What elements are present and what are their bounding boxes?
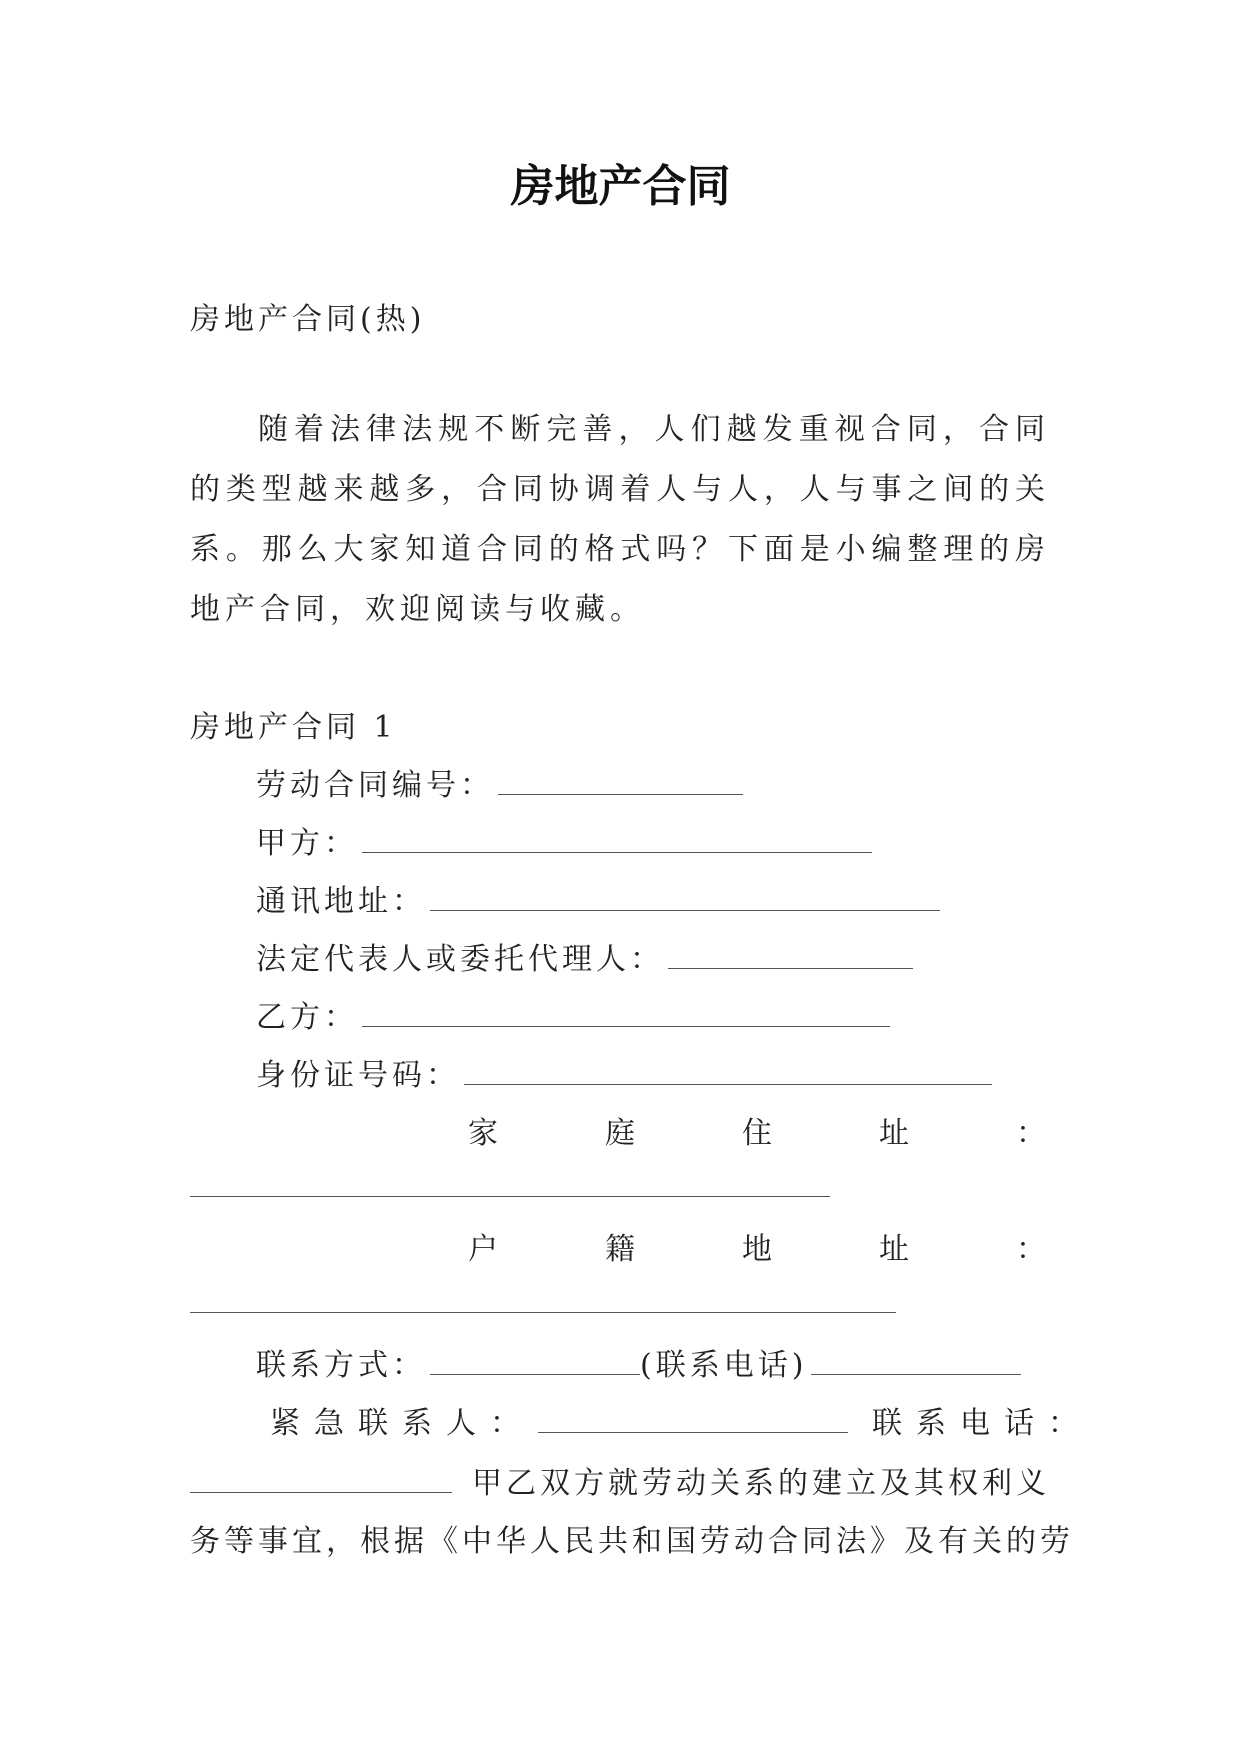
legal-rep-blank[interactable]	[668, 938, 913, 969]
closing-line-1	[190, 1462, 1050, 1506]
closing-line-2	[190, 1520, 1074, 1564]
id-number-blank[interactable]	[464, 1054, 992, 1085]
contact-phone-paren: (联系电话)	[640, 1348, 808, 1383]
id-number-row	[256, 1054, 992, 1098]
party-a-label: 甲方：	[256, 826, 358, 861]
home-address-label	[468, 1112, 1046, 1156]
contact-label: 联系方式：	[256, 1348, 426, 1383]
address-row	[256, 880, 940, 924]
contact-blank[interactable]	[430, 1344, 640, 1375]
party-b-blank[interactable]	[362, 996, 890, 1027]
household-address-label	[468, 1228, 1046, 1272]
legal-rep-row	[256, 938, 913, 982]
household-address-char: ：	[1016, 1232, 1046, 1267]
household-address-char: 址	[879, 1232, 909, 1267]
contract-number-label: 劳动合同编号：	[256, 768, 494, 803]
household-address-char: 户	[468, 1232, 498, 1267]
home-address-char: 址	[879, 1116, 909, 1151]
contact-phone-blank[interactable]	[811, 1344, 1021, 1375]
home-address-blank[interactable]	[190, 1196, 830, 1197]
closing-text-1: 甲乙双方就劳动关系的建立及其权利义	[472, 1466, 1050, 1501]
contact-row	[256, 1344, 1021, 1388]
contract-number-blank[interactable]	[498, 764, 743, 795]
home-address-char: ：	[1016, 1116, 1046, 1151]
household-address-blank[interactable]	[190, 1312, 896, 1313]
party-a-blank[interactable]	[362, 822, 872, 853]
legal-rep-label: 法定代表人或委托代理人：	[256, 942, 664, 977]
emergency-contact-blank[interactable]	[538, 1402, 848, 1433]
contract-number-row	[256, 764, 743, 808]
emergency-phone-blank[interactable]	[190, 1462, 452, 1493]
document-subtitle: 房地产合同(热)	[190, 302, 426, 337]
household-address-char: 籍	[605, 1232, 635, 1267]
document-title: 房地产合同	[510, 161, 731, 212]
emergency-contact-row	[270, 1402, 1092, 1446]
household-address-char: 地	[742, 1232, 772, 1267]
emergency-contact-label: 紧急联系人：	[270, 1406, 534, 1441]
section-heading: 房地产合同 1	[190, 710, 397, 745]
home-address-char: 住	[742, 1116, 772, 1151]
party-b-row	[256, 996, 890, 1040]
address-blank[interactable]	[430, 880, 940, 911]
emergency-phone-label: 联系电话：	[872, 1406, 1092, 1441]
closing-text-2: 务等事宜，根据《中华人民共和国劳动合同法》及有关的劳	[190, 1524, 1074, 1559]
party-b-label: 乙方：	[256, 1000, 358, 1035]
home-address-char: 庭	[605, 1116, 635, 1151]
address-label: 通讯地址：	[256, 884, 426, 919]
id-number-label: 身份证号码：	[256, 1058, 460, 1093]
home-address-char: 家	[468, 1116, 498, 1151]
intro-paragraph: 随着法律法规不断完善，人们越发重视合同，合同的类型越来越多，合同协调着人与人，人与事之间的关系。那么大家知道合同的格式吗？下面是小编整理的房地产合同，欢迎阅读与收藏。	[190, 412, 1050, 627]
party-a-row	[256, 822, 872, 866]
